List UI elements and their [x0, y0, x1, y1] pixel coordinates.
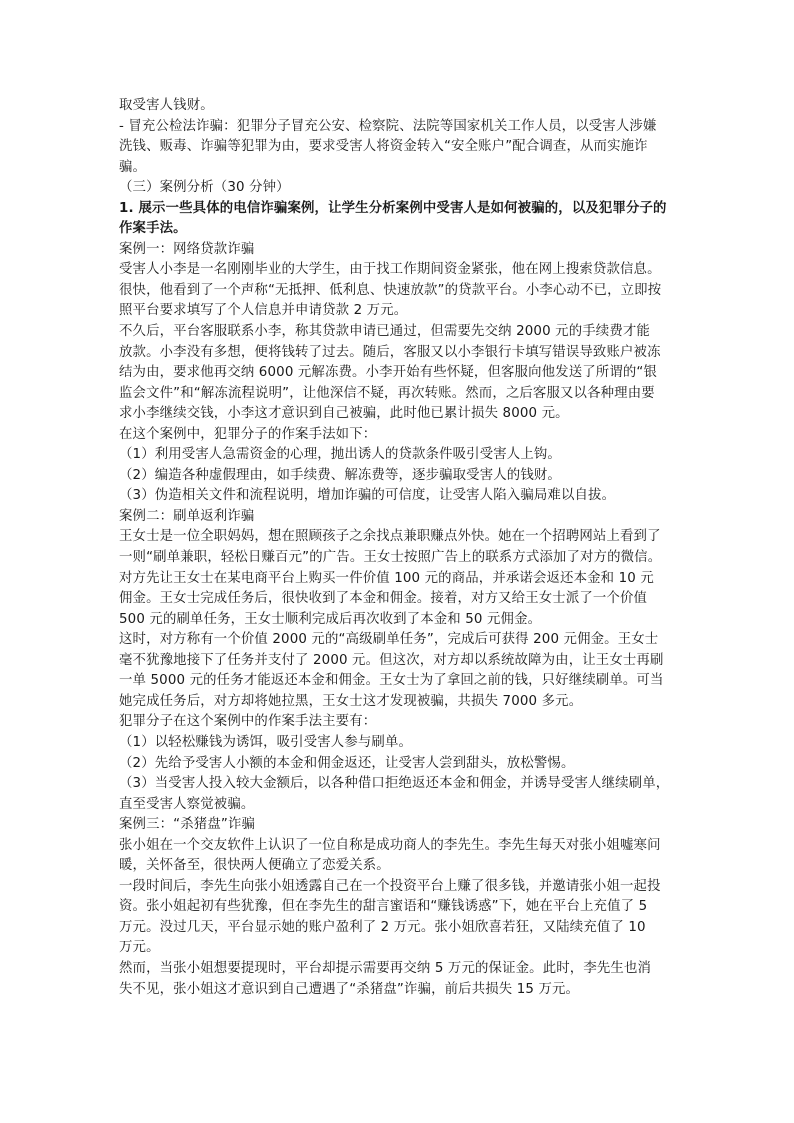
case-title: 案例一：网络贷款诈骗 — [119, 241, 255, 257]
text-line: 500 元的刷单任务，王女士顺利完成后再次收到了本金和 50 元佣金。 — [119, 611, 542, 627]
text-line: 受害人小李是一名刚刚毕业的大学生，由于找工作期间资金紧张，他在网上搜索贷款信息。 — [119, 262, 661, 278]
text-line: 张小姐在一个交友软件上认识了一位自称是成功商人的李先生。李先生每天对张小姐嘘寒问 — [119, 837, 661, 853]
text-line: 对方先让王女士在某电商平台上购买一件价值 100 元的商品，并承诺会返还本金和 10 元 — [119, 570, 654, 586]
text-line: 骗。 — [119, 159, 147, 175]
text-line: - 冒充公检法诈骗：犯罪分子冒充公安、检察院、法院等国家机关工作人员，以受害人涉嫌 — [119, 118, 657, 134]
text-line: 毫不犹豫地接下了任务并支付了 2000 元。但这次，对方却以系统故障为由，让王女士再刷 — [119, 652, 664, 668]
section-heading: （三）案例分析（30 分钟） — [119, 180, 290, 196]
text-line: 监会文件”和“解冻流程说明”，让他深信不疑，再次转账。然而，之后客服又以各种理由要 — [119, 385, 655, 401]
list-item: （1）以轻松赚钱为诱饵，吸引受害人参与刷单。 — [119, 734, 413, 750]
list-item: （2）编造各种虚假理由，如手续费、解冻费等，逐步骗取受害人的钱财。 — [119, 467, 561, 483]
text-line: 在这个案例中，犯罪分子的作案手法如下： — [119, 426, 377, 442]
text-line: 她完成任务后，对方却将她拉黑，王女士这才发现被骗，共损失 7000 多元。 — [119, 693, 583, 709]
text-line: 一段时间后，李先生向张小姐透露自己在一个投资平台上赚了很多钱，并邀请张小姐一起投 — [119, 878, 661, 894]
text-line: 不久后，平台客服联系小李，称其贷款申请已通过，但需要先交纳 2000 元的手续费才能 — [119, 324, 650, 340]
case-title: 案例二：刷单返利诈骗 — [119, 508, 255, 524]
text-line: 然而，当张小姐想要提现时，平台却提示需要再交纳 5 万元的保证金。此时，李先生也消 — [119, 960, 652, 976]
instruction-line: 作案手法。 — [119, 221, 187, 237]
text-line: 取受害人钱财。 — [119, 98, 214, 113]
text-line: 一则“刷单兼职，轻松日赚百元”的广告。王女士按照广告上的联系方式添加了对方的微信。 — [119, 550, 662, 566]
text-line: 暖，关怀备至，很快两人便确立了恋爱关系。 — [119, 858, 390, 874]
text-line: 很快，他看到了一个声称“无抵押、低利息、快速放款”的贷款平台。小李心动不已，立即按 — [119, 282, 662, 298]
text-line: 万元。没过几天，平台显示她的账户盈利了 2 万元。张小姐欣喜若狂，又陆续充值了 10 — [119, 919, 646, 935]
text-line: 照平台要求填写了个人信息并申请贷款 2 万元。 — [119, 303, 408, 319]
list-item: （3）当受害人投入较大金额后，以各种借口拒绝返还本金和佣金，并诱导受害人继续刷单， — [119, 776, 670, 792]
instruction-line: 1. 展示一些具体的电信诈骗案例，让学生分析案例中受害人是如何被骗的，以及犯罪分子的 — [119, 200, 667, 216]
list-item: （2）先给予受害人小额的本金和佣金返还，让受害人尝到甜头，放松警惕。 — [119, 755, 575, 771]
text-line: 求小李继续交钱，小李这才意识到自己被骗，此时他已累计损失 8000 元。 — [119, 406, 569, 422]
text-line: 失不见，张小姐这才意识到自己遭遇了“杀猪盘”诈骗，前后共损失 15 万元。 — [119, 981, 580, 997]
text-line: 这时，对方称有一个价值 2000 元的“高级刷单任务”，完成后可获得 200 元佣金。王女士 — [119, 632, 659, 648]
list-item: （3）伪造相关文件和流程说明，增加诈骗的可信度，让受害人陷入骗局难以自拔。 — [119, 488, 616, 504]
text-line: 放款。小李没有多想，便将钱转了过去。随后，客服又以小李银行卡填写错误导致账户被冻 — [119, 344, 661, 360]
text-line: 一单 5000 元的任务才能返还本金和佣金。王女士为了拿回之前的钱，只好继续刷单。可当 — [119, 673, 664, 689]
text-line: 结为由，要求他再交纳 6000 元解冻费。小李开始有些怀疑，但客服向他发送了所谓的“银 — [119, 365, 658, 381]
text-line: 洗钱、贩毒、诈骗等犯罪为由，要求受害人将资金转入“安全账户”配合调查，从而实施诈 — [119, 139, 648, 155]
text-line: 犯罪分子在这个案例中的作案手法主要有： — [119, 714, 377, 730]
text-line: 资。张小姐起初有些犹豫，但在李先生的甜言蜜语和“赚钱诱惑”下，她在平台上充值了 5 — [119, 899, 648, 915]
text-line: 佣金。王女士完成任务后，很快收到了本金和佣金。接着，对方又给王女士派了一个价值 — [119, 591, 648, 607]
text-line: 万元。 — [119, 940, 160, 956]
list-item: （1）利用受害人急需资金的心理，抛出诱人的贷款条件吸引受害人上钩。 — [119, 447, 561, 463]
text-line: 直至受害人察觉被骗。 — [119, 796, 255, 812]
document-page — [119, 96, 687, 1000]
text-line: 王女士是一位全职妈妈，想在照顾孩子之余找点兼职赚点外快。她在一个招聘网站上看到了 — [119, 529, 661, 545]
case-title: 案例三：“杀猪盘”诈骗 — [119, 817, 256, 833]
